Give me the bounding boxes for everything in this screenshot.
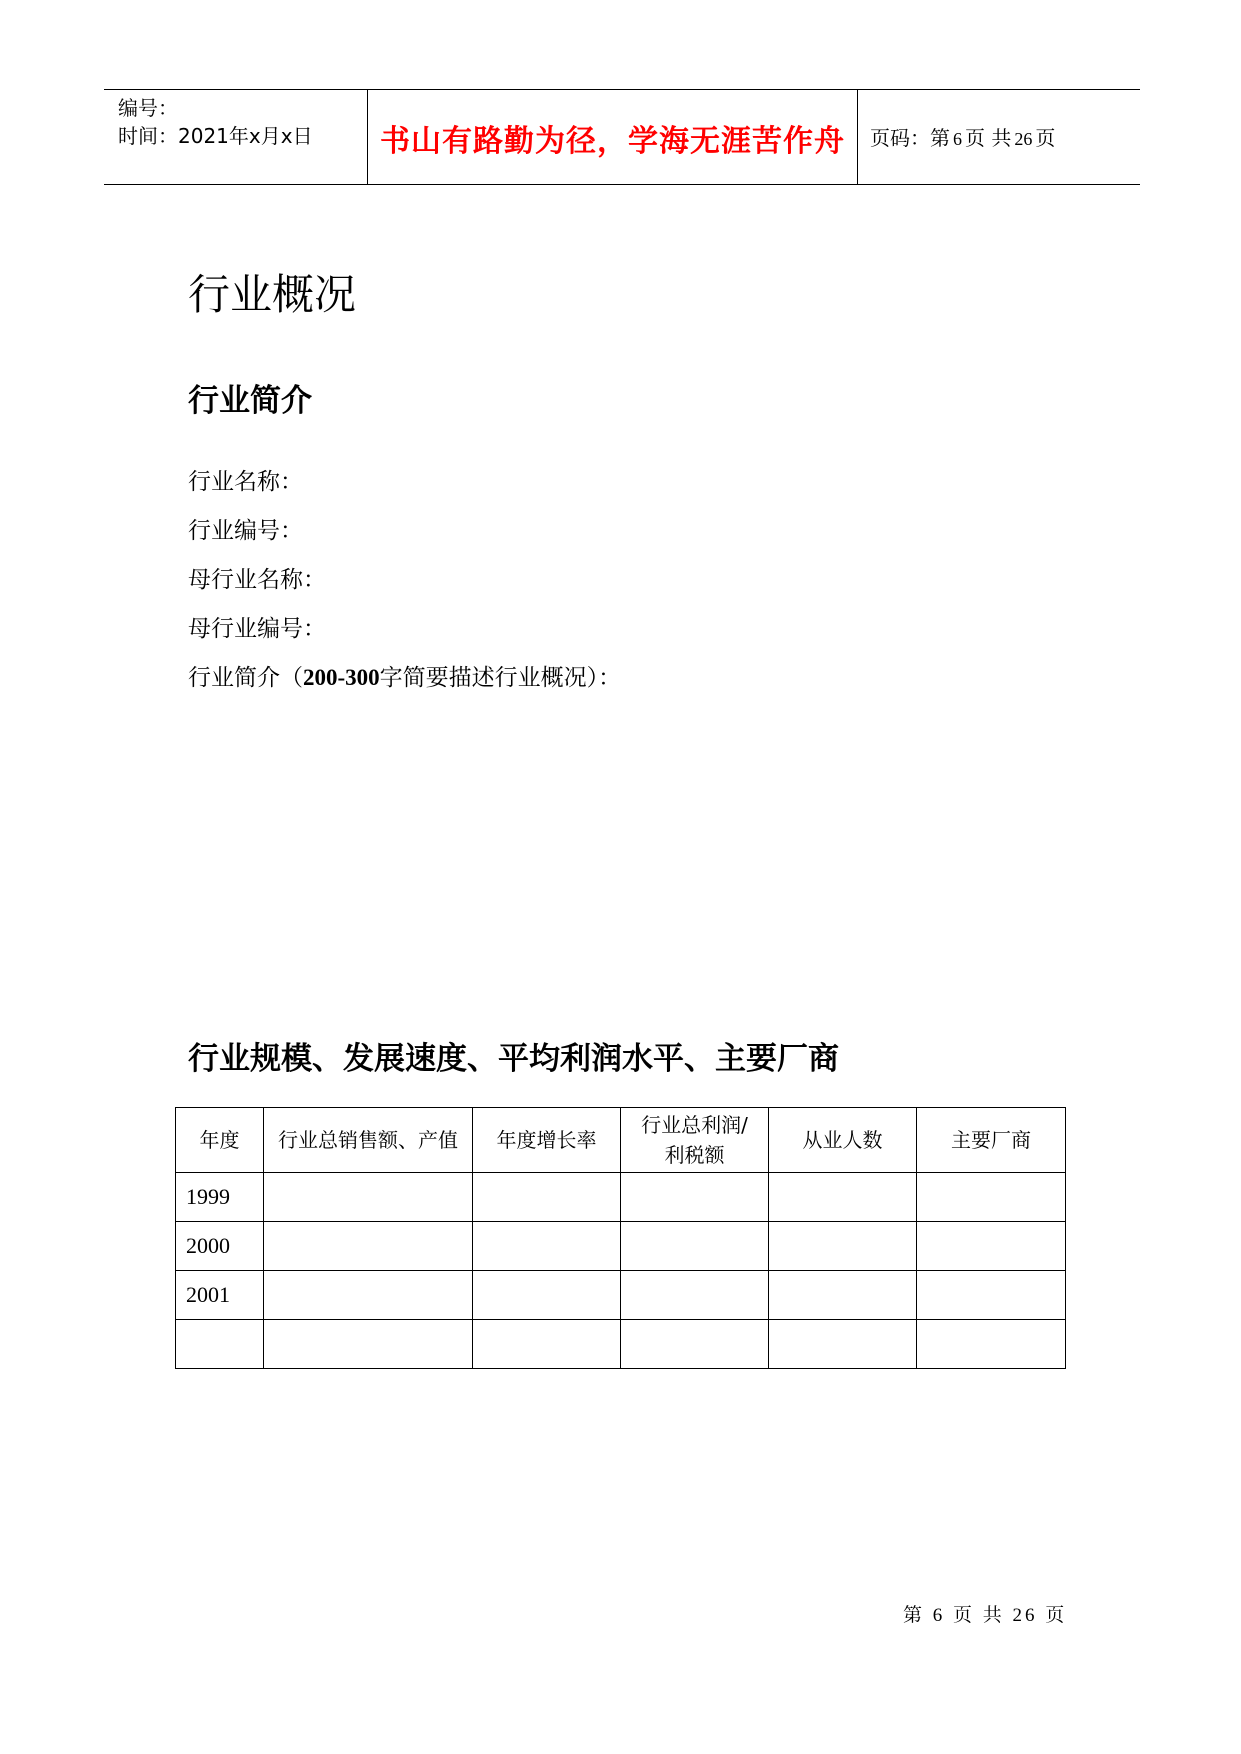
page-current: 6 [953,129,962,149]
page-header [104,89,1140,185]
table-cell-year[interactable]: 2001 [176,1271,264,1320]
header-total-profit-line1: 行业总利润/ [641,1113,748,1137]
page-title: 行业概况 [188,270,357,319]
field-parent-industry-name: 母行业名称： [188,567,326,593]
header-middle-cell [368,90,858,184]
field-industry-code: 行业编号： [188,518,303,544]
page-mid: 页 共 [965,126,1012,150]
table-cell[interactable] [621,1222,769,1271]
section-heading-scale: 行业规模、发展速度、平均利润水平、主要厂商 [188,1041,839,1077]
table-cell[interactable] [769,1222,917,1271]
table-cell[interactable] [473,1173,621,1222]
header-employees: 从业人数 [769,1108,917,1173]
table-cell[interactable] [917,1271,1066,1320]
header-total-profit [621,1108,769,1173]
header-year: 年度 [176,1108,264,1173]
table-cell-year[interactable] [176,1320,264,1369]
header-right-cell [858,90,1140,184]
header-major-vendors: 主要厂商 [917,1108,1066,1173]
summary-word-count: 200-300 [303,665,380,690]
table-cell[interactable] [473,1271,621,1320]
header-left-cell [104,90,368,184]
table-cell[interactable] [264,1320,473,1369]
table-cell[interactable] [621,1320,769,1369]
header-total-profit-line2: 利税额 [664,1143,725,1167]
table-row [176,1320,1066,1369]
table-cell[interactable] [264,1173,473,1222]
time-label: 时间：2021年x月x日 [118,124,313,148]
summary-suffix: 字简要描述行业概况）： [379,665,622,691]
table-header-row [176,1108,1066,1173]
table-cell-year[interactable]: 2000 [176,1222,264,1271]
table-cell[interactable] [769,1271,917,1320]
page-code [870,122,1055,151]
page-total: 26 [1014,129,1033,149]
header-growth-rate: 年度增长率 [473,1108,621,1173]
table-cell[interactable] [769,1173,917,1222]
field-parent-industry-code: 母行业编号： [188,616,326,642]
field-industry-name: 行业名称： [188,469,303,495]
industry-scale-table [175,1107,1066,1369]
table-cell[interactable] [264,1222,473,1271]
table-row [176,1222,1066,1271]
section-heading-intro: 行业简介 [188,383,312,419]
table-cell[interactable] [769,1320,917,1369]
table-row [176,1173,1066,1222]
table-cell[interactable] [917,1173,1066,1222]
table-cell[interactable] [917,1222,1066,1271]
table-row [176,1271,1066,1320]
table-cell[interactable] [473,1222,621,1271]
summary-prefix: 行业简介（ [188,665,303,691]
page-suffix: 页 [1035,126,1056,150]
table-cell[interactable] [473,1320,621,1369]
table-cell[interactable] [621,1173,769,1222]
page-footer: 第 6 页 共 26 页 [903,1605,1068,1626]
table-cell[interactable] [621,1271,769,1320]
motto-text: 书山有路勤为径，学海无涯苦作舟 [380,124,845,159]
table-cell-year[interactable]: 1999 [176,1173,264,1222]
table-cell[interactable] [917,1320,1066,1369]
table-cell[interactable] [264,1271,473,1320]
field-industry-summary [188,659,621,692]
number-label: 编号： [118,96,178,120]
header-total-sales: 行业总销售额、产值 [264,1108,473,1173]
page-prefix: 页码：第 [870,126,950,150]
